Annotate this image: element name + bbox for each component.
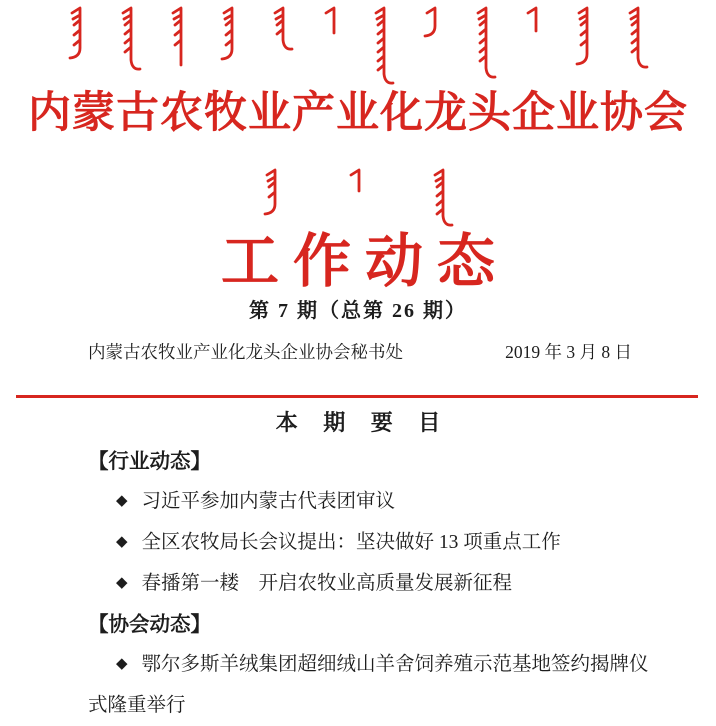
toc-item-label: 鄂尔多斯羊绒集团超细绒山羊舍饲养殖示范基地签约揭牌仪式隆重举行 (88, 654, 649, 716)
mongolian-word-glyph (218, 6, 244, 65)
table-of-contents (0, 438, 716, 726)
diamond-bullet-icon: ◆ (116, 656, 128, 672)
org-title: 内蒙古农牧业产业化龙头企业协会 (28, 90, 688, 137)
publisher-row (0, 340, 716, 364)
mongolian-word-glyph (370, 6, 396, 90)
masthead-divider (16, 395, 698, 398)
mongolian-word-glyph (167, 6, 193, 70)
mongolian-script-banner (0, 6, 716, 88)
publisher: 内蒙古农牧业产业化龙头企业协会秘书处 (88, 342, 403, 362)
list-item (88, 564, 664, 605)
bulletin-page (0, 6, 716, 726)
issue-number: 第 7 期（总第 26 期） (249, 300, 467, 322)
mongolian-word-glyph (66, 6, 92, 64)
mongolian-word-glyph (261, 168, 287, 220)
toc-item-label: 春播第一耧 开启农牧业高质量发展新征程 (141, 573, 513, 594)
diamond-bullet-icon: ◆ (116, 493, 128, 509)
list-item (88, 523, 664, 564)
mongolian-word-glyph (472, 6, 498, 84)
mongolian-word-glyph (345, 168, 371, 196)
bulletin-title: 工作动态 (220, 229, 509, 294)
section-title-association: 【协会动态】 (88, 614, 211, 636)
mongolian-word-glyph (624, 6, 650, 74)
publish-date: 2019 年 3 月 8 日 (505, 342, 632, 362)
mongolian-word-glyph (269, 6, 295, 56)
mongolian-word-glyph (522, 6, 548, 36)
mongolian-word-glyph (421, 6, 447, 42)
mongolian-word-glyph (320, 6, 346, 38)
mongolian-word-glyph (429, 168, 455, 232)
diamond-bullet-icon: ◆ (116, 534, 128, 550)
diamond-bullet-icon: ◆ (116, 575, 128, 591)
toc-heading: 本 期 要 目 (275, 410, 451, 435)
mongolian-word-glyph (117, 6, 143, 76)
toc-item-label: 习近平参加内蒙古代表团审议 (141, 491, 396, 512)
mongolian-word-glyph (573, 6, 599, 70)
mongolian-script-subtitle (0, 168, 716, 230)
list-item (88, 482, 664, 523)
section-title-industry: 【行业动态】 (88, 451, 211, 473)
toc-item-label: 全区农牧局长会议提出：坚决做好 13 项重点工作 (141, 532, 561, 553)
list-item (88, 645, 664, 726)
